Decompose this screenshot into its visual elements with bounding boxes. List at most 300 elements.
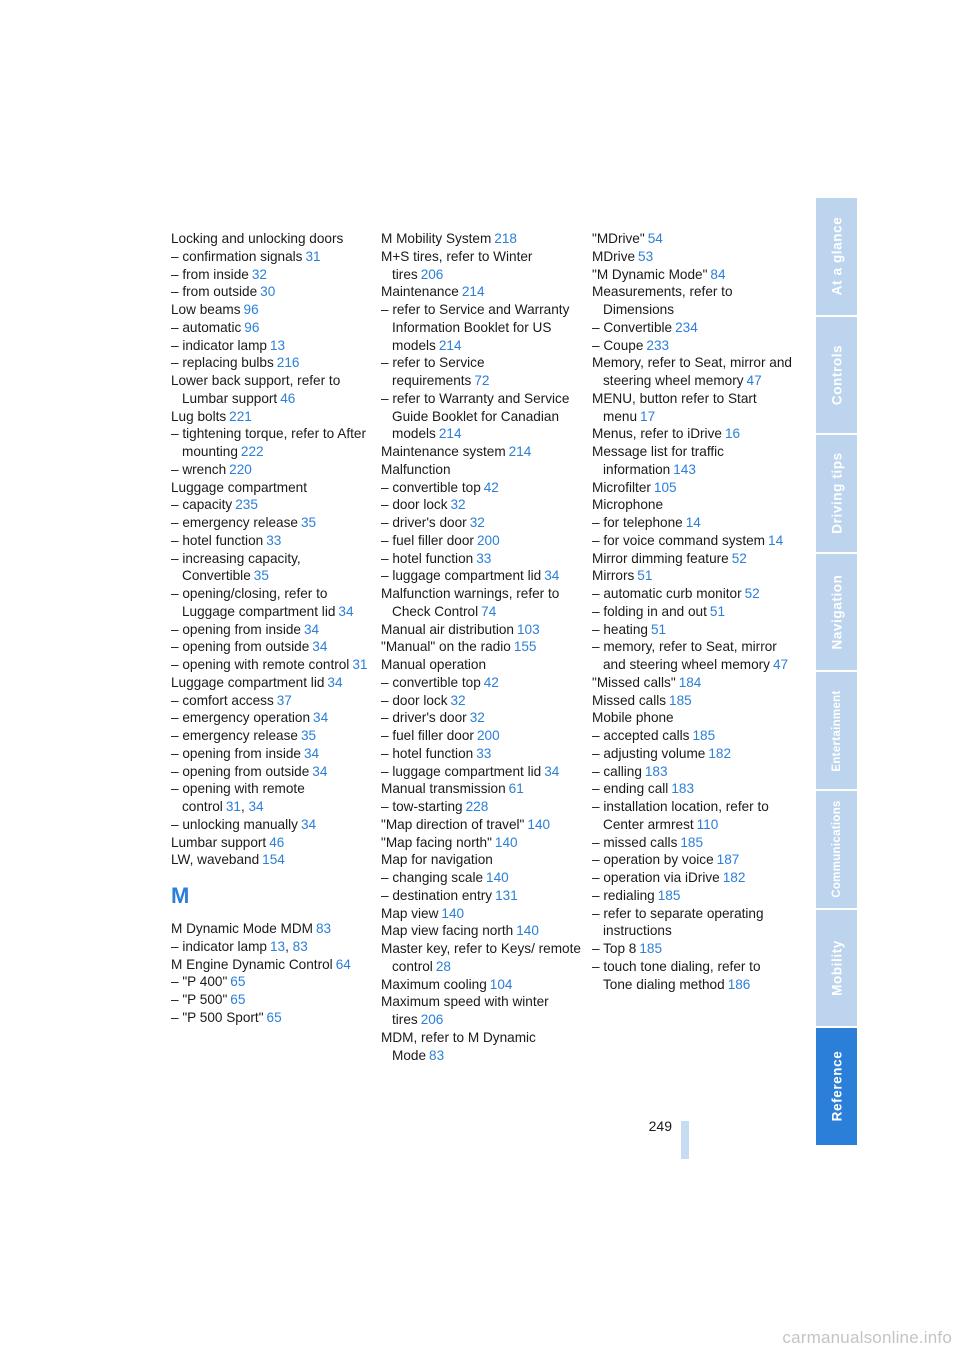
page-ref-link[interactable]: 46 — [269, 834, 285, 850]
index-term: – redialing — [592, 887, 655, 903]
index-entry — [592, 851, 792, 869]
page-ref-link[interactable]: 83 — [316, 921, 332, 936]
page-ref-link[interactable]: 83 — [292, 938, 308, 954]
index-term: – hotel function — [171, 532, 264, 548]
page-ref-link[interactable]: 184 — [678, 674, 702, 690]
index-entry — [381, 851, 581, 869]
index-term: – luggage compartment lid — [381, 568, 542, 584]
page-ref-link[interactable]: 34 — [312, 763, 328, 779]
page-ref-link[interactable]: 186 — [727, 976, 751, 992]
index-entry — [171, 283, 371, 301]
index-entry — [592, 727, 792, 745]
index-entry — [381, 976, 581, 994]
page-ref-link[interactable]: 143 — [673, 461, 696, 477]
index-entry — [381, 780, 581, 798]
page-ref-link[interactable]: 47 — [772, 657, 789, 672]
index-entry — [171, 337, 371, 355]
index-entry — [171, 496, 371, 514]
tab-entertainment[interactable] — [816, 672, 857, 791]
index-term: – touch tone dialing, refer to Tone dialing method — [592, 958, 761, 992]
page-refs — [352, 657, 367, 672]
page-refs — [439, 426, 462, 441]
page-refs — [451, 497, 466, 512]
index-entry — [171, 514, 371, 532]
page-ref-link[interactable]: 34 — [544, 763, 560, 779]
index-term: "Missed calls" — [592, 674, 676, 690]
index-entry — [171, 656, 371, 674]
index-term: Map view facing north — [381, 923, 514, 939]
page-refs — [338, 604, 353, 619]
page-ref-link[interactable]: 32 — [450, 497, 466, 513]
index-entry — [592, 638, 792, 674]
page-refs — [316, 921, 331, 936]
page-ref-link[interactable]: 35 — [253, 568, 269, 584]
page-ref-link[interactable]: 206 — [420, 266, 444, 282]
page-refs — [252, 267, 267, 282]
page-ref-link[interactable]: 235 — [235, 497, 258, 513]
index-entry — [592, 692, 792, 710]
page-refs — [327, 675, 342, 690]
page-ref-link[interactable]: 51 — [709, 603, 726, 619]
index-term: – folding in and out — [592, 603, 707, 619]
page-refs — [267, 1010, 282, 1025]
page-refs — [544, 568, 559, 583]
index-term: Measurements, refer to Dimensions — [592, 284, 733, 317]
index-term: Manual transmission — [381, 781, 506, 797]
index-term: Maintenance — [381, 284, 459, 300]
index-term: M+S tires, refer to Winter tires — [381, 248, 533, 282]
index-term: M Mobility System — [381, 231, 492, 246]
index-term: MDrive — [592, 248, 636, 264]
page-ref-link[interactable]: 200 — [476, 728, 500, 743]
page-ref-link[interactable]: 35 — [300, 515, 317, 530]
page-ref-link[interactable]: 31 — [352, 657, 368, 672]
page-refs — [484, 675, 499, 690]
page-ref-link[interactable]: 54 — [647, 231, 663, 246]
index-entry — [381, 301, 581, 354]
page-ref-link[interactable]: 46 — [280, 390, 296, 406]
page-ref-link[interactable]: 34 — [544, 568, 560, 584]
page-refs — [673, 462, 696, 477]
index-entry — [592, 248, 792, 266]
index-term: – refer to Service requirements — [381, 355, 485, 388]
page-refs — [490, 977, 513, 992]
page-refs — [697, 817, 719, 832]
index-entry — [592, 709, 792, 727]
page-ref-link[interactable]: 34 — [300, 816, 317, 832]
tab-label: At a glance — [829, 216, 844, 296]
page-refs — [717, 852, 740, 867]
page-refs — [244, 302, 259, 317]
index-term: – "P 500" — [171, 992, 228, 1007]
index-term: Memory, refer to Seat, mirror and steering wheel memory — [592, 355, 792, 388]
page-refs — [745, 586, 760, 601]
index-entry — [171, 461, 371, 479]
page-ref-link[interactable]: 105 — [653, 479, 677, 495]
index-term: – driver's door — [381, 710, 467, 726]
page-ref-link[interactable]: 140 — [516, 923, 539, 939]
index-term: – indicator lamp — [171, 938, 267, 954]
page-ref-link[interactable]: 28 — [435, 958, 451, 974]
index-term: – accepted calls — [592, 728, 690, 743]
page-ref-link[interactable]: 51 — [650, 621, 667, 637]
page-refs — [517, 622, 540, 637]
page-ref-link[interactable]: 185 — [639, 941, 663, 956]
page-ref-link[interactable]: 83 — [429, 1047, 445, 1063]
index-term: – installation location, refer to Center armrest — [592, 799, 769, 832]
index-term: Master key, refer to Keys/ remote control — [381, 941, 581, 974]
page-refs — [773, 657, 788, 672]
page-ref-link[interactable]: 32 — [469, 710, 485, 726]
page-ref-link[interactable]: 34 — [327, 674, 343, 690]
page-ref-link[interactable]: 185 — [669, 692, 692, 708]
index-entry — [381, 940, 581, 976]
page-ref-link[interactable]: 140 — [527, 816, 551, 832]
index-term: – tightening torque, refer to After mounting — [171, 426, 366, 459]
index-entry — [171, 425, 371, 461]
index-entry — [592, 532, 792, 550]
index-entry — [171, 248, 371, 266]
page-refs — [470, 710, 485, 725]
index-entry — [381, 887, 581, 905]
index-entry — [381, 532, 581, 550]
index-term: – fuel filler door — [381, 532, 474, 548]
page-ref-link[interactable]: 34 — [338, 603, 354, 619]
page-refs — [658, 888, 681, 903]
page-refs — [669, 693, 692, 708]
page-ref-link[interactable]: 154 — [262, 852, 285, 868]
page-ref-link[interactable]: 187 — [716, 852, 740, 868]
index-term: Microfilter — [592, 479, 651, 495]
page-ref-link[interactable]: 42 — [483, 674, 499, 690]
page-refs — [226, 799, 264, 814]
index-term: – from inside — [171, 266, 249, 282]
index-column-1 — [171, 230, 371, 1027]
page-ref-link[interactable]: 103 — [516, 621, 540, 637]
page-ref-link[interactable]: 61 — [508, 781, 524, 797]
page-ref-link[interactable]: 34 — [303, 621, 320, 637]
page-ref-link[interactable]: 16 — [724, 426, 741, 442]
index-term: Map for navigation — [381, 852, 493, 868]
index-term: – refer to Service and Warranty Information Booklet for US models — [381, 302, 570, 353]
index-term: Maintenance system — [381, 444, 506, 459]
tab-label: Controls — [829, 344, 844, 406]
index-term: – Coupe — [592, 337, 644, 353]
page-ref-link[interactable]: 216 — [276, 355, 300, 371]
page-ref-link[interactable]: 214 — [461, 284, 485, 300]
page-ref-link[interactable]: 110 — [696, 816, 719, 832]
page-refs — [527, 817, 550, 832]
page-ref-link[interactable]: 65 — [230, 992, 246, 1007]
page-refs — [474, 373, 489, 388]
page-refs — [514, 639, 537, 654]
index-entry — [171, 834, 371, 852]
index-entry — [171, 621, 371, 639]
index-term: – for telephone — [592, 515, 683, 530]
index-term: – driver's door — [381, 515, 467, 530]
tab-at-a-glance[interactable] — [816, 198, 857, 317]
page-ref-link[interactable]: 185 — [657, 887, 681, 903]
index-entry — [171, 816, 371, 834]
page-refs — [768, 533, 783, 548]
page-refs — [436, 959, 451, 974]
index-entry — [592, 585, 792, 603]
page-ref-link[interactable]: 96 — [244, 319, 260, 335]
page-ref-link[interactable]: 35 — [300, 728, 317, 743]
page-ref-link[interactable]: 131 — [495, 887, 518, 903]
page-ref-link[interactable]: 33 — [266, 532, 282, 548]
page-ref-separator: , — [285, 938, 293, 954]
page-refs — [494, 231, 517, 246]
index-term: – wrench — [171, 461, 227, 477]
page-ref-link[interactable]: 13 — [269, 938, 286, 954]
page-ref-link[interactable]: 51 — [637, 568, 653, 584]
index-term: – door lock — [381, 497, 448, 513]
page-ref-link[interactable]: 155 — [513, 639, 537, 655]
page-ref-link[interactable]: 206 — [420, 1012, 444, 1027]
page-ref-link[interactable]: 32 — [450, 692, 466, 708]
page-refs — [470, 515, 485, 530]
page-refs — [421, 1012, 444, 1027]
page-ref-link[interactable]: 104 — [489, 976, 513, 992]
index-entry — [381, 248, 581, 284]
section-tabs — [816, 198, 857, 1147]
page-refs — [640, 409, 655, 424]
index-term: Mirror dimming feature — [592, 550, 729, 566]
index-entry — [381, 550, 581, 568]
page-refs — [484, 480, 499, 495]
index-term: – operation via iDrive — [592, 870, 720, 885]
tab-navigation[interactable] — [816, 554, 857, 673]
page-refs — [646, 338, 669, 353]
index-entry — [381, 283, 581, 301]
index-term: – opening/closing, refer to Luggage compartment lid — [171, 586, 336, 619]
index-entry — [381, 763, 581, 781]
index-term: Menus, refer to iDrive — [592, 426, 722, 442]
index-term: – indicator lamp — [171, 337, 267, 353]
index-entry — [381, 479, 581, 497]
page-refs — [241, 444, 264, 459]
page-refs — [421, 267, 444, 282]
index-entry — [381, 230, 581, 248]
index-term: Maximum speed with winter tires — [381, 994, 549, 1027]
page-ref-link[interactable]: 34 — [312, 639, 328, 655]
index-term: – heating — [592, 621, 648, 637]
index-entry — [171, 991, 371, 1009]
page-refs — [305, 249, 320, 264]
page-ref-link[interactable]: 221 — [229, 408, 252, 424]
index-term: "Map direction of travel" — [381, 816, 525, 832]
index-entry — [381, 745, 581, 763]
page-ref-link[interactable]: 17 — [640, 408, 656, 424]
index-entry — [171, 354, 371, 372]
index-term: – calling — [592, 763, 642, 779]
page-ref-link[interactable]: 47 — [746, 373, 762, 388]
index-entry — [592, 958, 792, 994]
index-term: Mobile phone — [592, 710, 674, 726]
page-ref-link[interactable]: 182 — [722, 870, 746, 885]
page-ref-link[interactable]: 32 — [469, 515, 485, 530]
page-ref-link[interactable]: 52 — [731, 550, 747, 566]
index-term: – opening from outside — [171, 639, 310, 655]
page-ref-link[interactable]: 34 — [303, 745, 320, 761]
page-ref-link[interactable]: 96 — [243, 302, 259, 317]
index-term: – refer to Warranty and Service Guide Booklet for Canadian models — [381, 390, 570, 442]
page-ref-link[interactable]: 214 — [508, 444, 532, 459]
index-term: – emergency release — [171, 728, 298, 743]
index-entry — [592, 674, 792, 692]
index-term: – opening from inside — [171, 621, 301, 637]
index-term: – "P 400" — [171, 974, 228, 990]
page-ref-link[interactable]: 183 — [644, 763, 668, 779]
page-refs — [312, 764, 327, 779]
page-ref-link[interactable]: 30 — [260, 284, 276, 300]
page-refs — [495, 835, 518, 850]
page-ref-link[interactable]: 140 — [494, 834, 518, 850]
page-ref-link[interactable]: 228 — [465, 799, 489, 814]
page-refs — [336, 957, 351, 972]
index-term: Manual operation — [381, 657, 487, 672]
page-ref-link[interactable]: 31 — [305, 248, 321, 264]
page-ref-link[interactable]: 33 — [476, 550, 492, 566]
index-entry — [381, 692, 581, 710]
page-ref-link[interactable]: 84 — [710, 266, 726, 282]
index-entry — [592, 319, 792, 337]
page-ref-link[interactable]: 182 — [708, 745, 732, 761]
page-ref-link[interactable]: 13 — [269, 337, 286, 353]
index-entry — [171, 973, 371, 991]
page-ref-link[interactable]: 33 — [476, 745, 492, 761]
tab-controls[interactable] — [816, 317, 857, 436]
page-refs — [235, 497, 258, 512]
index-entry — [171, 851, 371, 869]
index-term: – opening from outside — [171, 763, 310, 779]
page-ref-link[interactable]: 34 — [248, 799, 264, 814]
index-entry — [171, 674, 371, 692]
page-refs — [486, 870, 509, 885]
index-entry — [592, 834, 792, 852]
page-ref-link[interactable]: 31 — [225, 799, 241, 814]
page-refs — [254, 568, 269, 583]
index-term: – destination entry — [381, 887, 493, 903]
page-refs — [477, 728, 500, 743]
index-term: Lug bolts — [171, 408, 227, 424]
tab-label: Mobility — [829, 939, 844, 996]
page-refs — [654, 480, 677, 495]
index-term: Microphone — [592, 497, 664, 513]
page-ref-link[interactable]: 14 — [768, 532, 784, 548]
index-entry — [171, 319, 371, 337]
page-ref-link[interactable]: 53 — [638, 248, 654, 264]
page-ref-link[interactable]: 74 — [481, 603, 497, 619]
index-term: MDM, refer to M Dynamic Mode — [381, 1029, 536, 1063]
page-ref-link[interactable]: 233 — [646, 337, 670, 353]
tab-reference[interactable] — [816, 1028, 857, 1147]
index-term: Luggage compartment — [171, 479, 308, 495]
page-refs — [639, 941, 662, 956]
page-refs — [312, 639, 327, 654]
page-refs — [269, 835, 284, 850]
index-entry — [592, 798, 792, 834]
page-refs — [732, 551, 747, 566]
page-ref-link[interactable]: 218 — [494, 231, 517, 246]
index-term: – ending call — [592, 781, 669, 797]
index-term: – opening with remote control — [171, 781, 305, 814]
index-term: – convertible top — [381, 674, 481, 690]
index-term: Lumbar support — [171, 834, 267, 850]
page-ref-link[interactable]: 185 — [692, 728, 716, 743]
page-ref-link[interactable]: 222 — [240, 444, 264, 459]
page-ref-link[interactable]: 32 — [251, 266, 267, 282]
page-ref-link[interactable]: 64 — [335, 956, 351, 972]
index-entry — [381, 727, 581, 745]
tab-label: Communications — [830, 800, 843, 899]
index-entry — [171, 745, 371, 763]
page-ref-link[interactable]: 42 — [483, 479, 499, 495]
page-ref-link[interactable]: 200 — [476, 532, 500, 548]
page-ref-link[interactable]: 65 — [266, 1009, 282, 1025]
page-ref-link[interactable]: 220 — [229, 461, 252, 477]
page-refs — [229, 462, 252, 477]
page-ref-link[interactable]: 14 — [685, 515, 701, 530]
index-entry — [171, 727, 371, 745]
index-entry — [381, 514, 581, 532]
watermark: carmanualsonline.info — [782, 1328, 952, 1347]
page-refs — [648, 231, 663, 246]
index-term: – automatic — [171, 319, 242, 335]
page-refs — [313, 710, 328, 725]
index-entry — [381, 354, 581, 390]
page-ref-link[interactable]: 65 — [230, 974, 246, 990]
index-entry — [381, 390, 581, 443]
page-refs — [645, 764, 668, 779]
page-ref-link[interactable]: 234 — [675, 319, 698, 335]
page-ref-link[interactable]: 214 — [438, 426, 462, 442]
index-term: "M Dynamic Mode" — [592, 266, 708, 282]
page-ref-link[interactable]: 34 — [313, 710, 329, 726]
index-entry — [381, 656, 581, 674]
tab-communications[interactable] — [816, 791, 857, 910]
index-entry — [171, 266, 371, 284]
page-ref-link[interactable]: 185 — [680, 834, 704, 850]
page-ref-link[interactable]: 140 — [441, 905, 465, 921]
index-term: "MDrive" — [592, 231, 645, 246]
page-refs — [728, 977, 751, 992]
index-entry — [592, 887, 792, 905]
page-ref-link[interactable]: 214 — [438, 337, 462, 353]
index-term: – "P 500 Sport" — [171, 1009, 264, 1025]
index-term: – opening with remote control — [171, 657, 350, 672]
page-refs — [462, 284, 485, 299]
index-entry — [592, 496, 792, 514]
page-ref-link[interactable]: 72 — [474, 373, 490, 388]
page-refs — [244, 320, 259, 335]
index-entry — [171, 1009, 371, 1027]
index-term: Malfunction — [381, 461, 451, 477]
tab-label: Entertainment — [830, 690, 843, 772]
page-refs — [304, 622, 319, 637]
page-refs — [301, 515, 316, 530]
tab-driving-tips[interactable] — [816, 435, 857, 554]
page-ref-link[interactable]: 52 — [744, 586, 760, 601]
page-ref-link[interactable]: 37 — [276, 692, 292, 708]
page-refs — [441, 906, 464, 921]
page-ref-link[interactable]: 140 — [486, 870, 509, 885]
index-term: – automatic curb monitor — [592, 586, 742, 601]
tab-mobility[interactable] — [816, 910, 857, 1029]
page-ref-link[interactable]: 183 — [671, 781, 695, 797]
index-entry — [171, 638, 371, 656]
